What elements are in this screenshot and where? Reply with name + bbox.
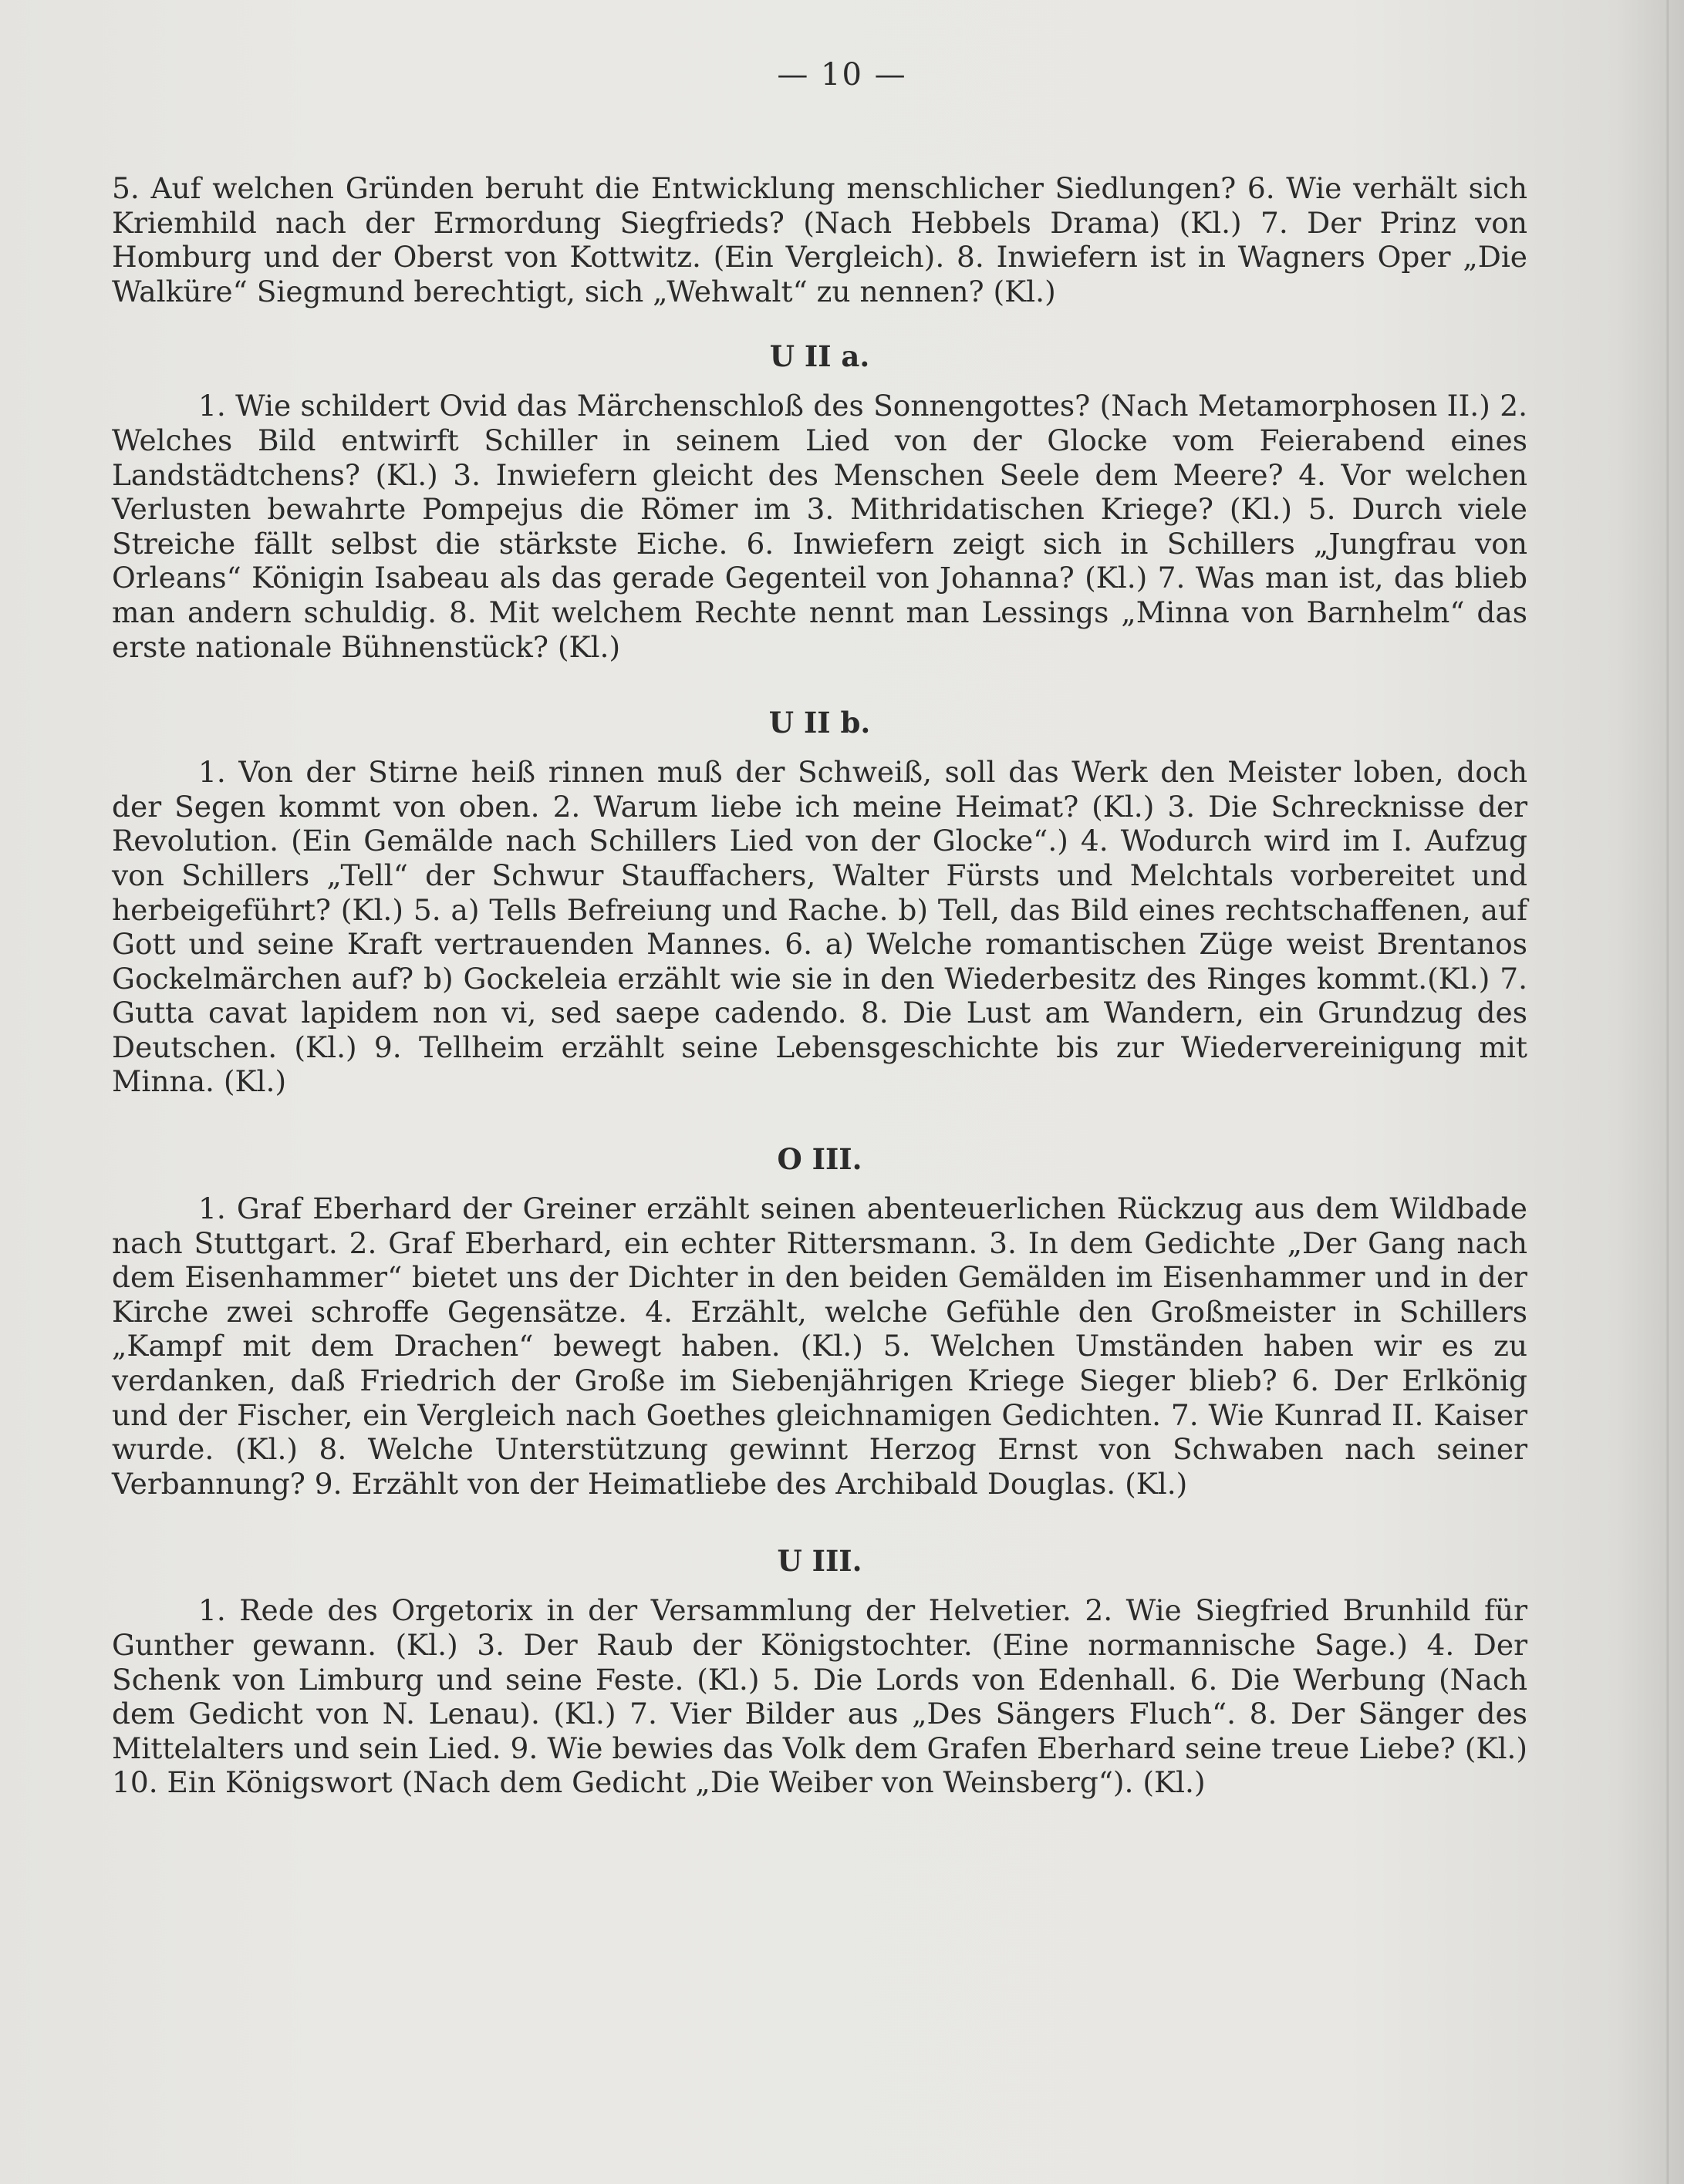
section-heading-u-iii: U III. — [777, 1544, 862, 1579]
page-number: — 10 — — [777, 57, 907, 93]
section-text-u-ii-b: 1. Von der Stirne heiß rinnen muß der Schweiß, soll das Werk den Meister loben, doch der Segen kommt von oben. 2. Warum liebe ich meine Heimat? (Kl.) 3. Die Schrecknisse der Revolution. (Ein Gemälde nach Schillers Lied von der Glocke“.) 4. Wodurch wird im I. Aufzug von Schillers „Tell“ der Schwur Stauffachers, Walter Fürsts und Melchtals vorbereitet und herbeigeführt? (Kl.) 5. a) Tells Befreiung und Rache. b) Tell, das Bild eines rechtschaffenen, auf Gott und seine Kraft vertrauenden Mannes. 6. a) Welche romantischen Züge weist Brentanos Gockelmärchen auf? b) Gockeleia erzählt wie sie in den Wiederbesitz des Ringes kommt.(Kl.) 7. Gutta cavat lapidem non vi, sed saepe cadendo. 8. Die Lust am Wandern, ein Grundzug des Deutschen. (Kl.) 9. Tellheim erzählt seine Lebensgeschichte bis zur Wiedervereinigung mit Minna. (Kl.) — [112, 755, 1527, 1099]
intro-paragraph: 5. Auf welchen Gründen beruht die Entwicklung menschlicher Siedlungen? 6. Wie verhält sich Kriemhild nach der Ermordung Siegfrieds? (Nach Hebbels Drama) (Kl.) 7. Der Prinz von Homburg und der Oberst von Kottwitz. (Ein Vergleich). 8. Inwiefern ist in Wagners Oper „Die Walküre“ Siegmund berechtigt, sich „Wehwalt“ zu nennen? (Kl.) — [112, 171, 1527, 308]
page-content — [112, 171, 1527, 1800]
section-heading-u-ii-b: U II b. — [768, 706, 871, 740]
section-text-u-iii: 1. Rede des Orgetorix in der Versammlung der Helvetier. 2. Wie Siegfried Brunhild für Gunther gewann. (Kl.) 3. Der Raub der Königstochter. (Eine normannische Sage.) 4. Der Schenk von Limburg und seine Feste. (Kl.) 5. Die Lords von Edenhall. 6. Die Werbung (Nach dem Gedicht von N. Lenau). (Kl.) 7. Vier Bilder aus „Des Sängers Fluch“. 8. Der Sänger des Mittelalters und sein Lied. 9. Wie bewies das Volk dem Grafen Eberhard seine treue Liebe? (Kl.) 10. Ein Königswort (Nach dem Gedicht „Die Weiber von Weinsberg“). (Kl.) — [112, 1593, 1527, 1800]
section-text-u-ii-a: 1. Wie schildert Ovid das Märchenschloß des Sonnengottes? (Nach Metamorphosen II.) 2. Welches Bild entwirft Schiller in seinem Lied von der Glocke vom Feierabend eines Landstädtchens? (Kl.) 3. Inwiefern gleicht des Menschen Seele dem Meere? 4. Vor welchen Verlusten bewahrte Pompejus die Römer im 3. Mithridatischen Kriege? (Kl.) 5. Durch viele Streiche fällt selbst die stärkste Eiche. 6. Inwiefern zeigt sich in Schillers „Jungfrau von Orleans“ Königin Isabeau als das gerade Gegenteil von Johanna? (Kl.) 7. Was man ist, das blieb man andern schuldig. 8. Mit welchem Rechte nennt man Lessings „Minna von Barnhelm“ das erste nationale Bühnenstück? (Kl.) — [112, 389, 1527, 664]
page-fold-edge — [1665, 0, 1670, 2184]
section-heading-o-iii: O III. — [777, 1142, 862, 1177]
section-text-o-iii: 1. Graf Eberhard der Greiner erzählt seinen abenteuerlichen Rückzug aus dem Wildbade nach Stuttgart. 2. Graf Eberhard, ein echter Rittersmann. 3. In dem Gedichte „Der Gang nach dem Eisenhammer“ bietet uns der Dichter in den beiden Gemälden im Eisenhammer und in der Kirche zwei schroffe Gegensätze. 4. Erzählt, welche Gefühle den Großmeister in Schillers „Kampf mit dem Drachen“ bewegt haben. (Kl.) 5. Welchen Umständen haben wir es zu verdanken, daß Friedrich der Große im Siebenjährigen Kriege Sieger blieb? 6. Der Erlkönig und der Fischer, ein Vergleich nach Goethes gleichnamigen Gedichten. 7. Wie Kunrad II. Kaiser wurde. (Kl.) 8. Welche Unterstützung gewinnt Herzog Ernst von Schwaben nach seiner Verbannung? 9. Erzählt von der Heimatliebe des Archibald Douglas. (Kl.) — [112, 1191, 1527, 1501]
section-heading-u-ii-a: U II a. — [769, 339, 870, 374]
